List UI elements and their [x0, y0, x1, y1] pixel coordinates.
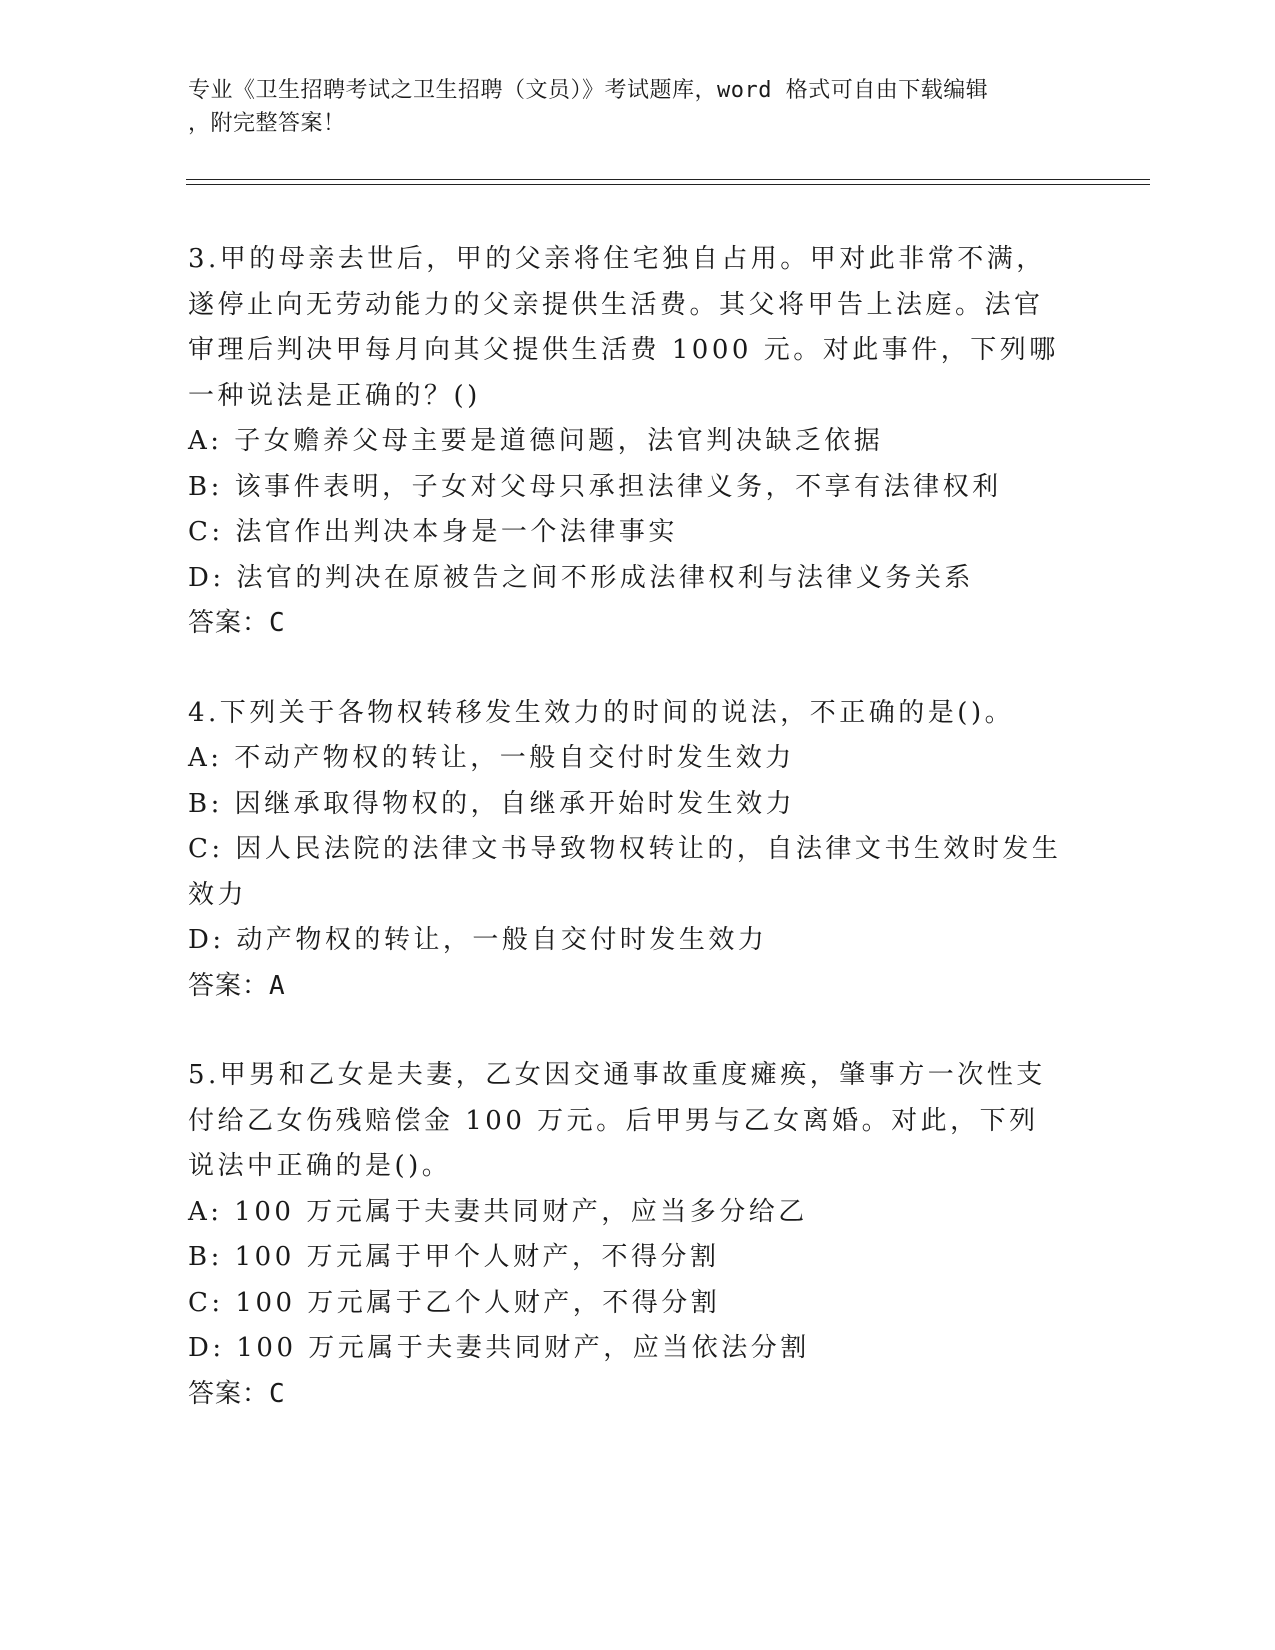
option-b: B: 因继承取得物权的，自继承开始时发生效力: [188, 788, 796, 819]
header-line-1: 专业《卫生招聘考试之卫生招聘（文员）》考试题库，word 格式可自由下载编辑: [188, 78, 989, 103]
option-b: B: 100 万元属于甲个人财产，不得分割: [188, 1242, 720, 1272]
answer-value: A: [269, 970, 286, 1001]
question-4: [188, 691, 1068, 1010]
answer-value: C: [269, 1378, 286, 1409]
answer-value: C: [269, 608, 286, 638]
answer-label: 答案：: [188, 608, 270, 638]
question-stem: 5.甲男和乙女是夫妻，乙女因交通事故重度瘫痪，肇事方一次性支付给乙女伤残赔偿金 100 万元。后甲男与乙女离婚。对此，下列说法中正确的是()。: [188, 1060, 1046, 1181]
answer-line: [188, 964, 1068, 1010]
question-stem: 4.下列关于各物权转移发生效力的时间的说法，不正确的是()。: [188, 697, 1015, 728]
option-c: C: 100 万元属于乙个人财产，不得分割: [188, 1287, 721, 1318]
option-a: A: 子女赡养父母主要是道德问题，法官判决缺乏依据: [188, 426, 884, 456]
option-c: C: 因人民法院的法律文书导致物权转让的，自法律文书生效时发生效力: [188, 834, 1062, 910]
header-line-2: ，附完整答案！: [188, 111, 346, 136]
answer-line: [188, 1372, 1068, 1418]
question-5: [188, 1053, 1068, 1417]
answer-label: 答案：: [188, 1378, 270, 1409]
option-d: D: 100 万元属于夫妻共同财产，应当依法分割: [188, 1333, 810, 1363]
option-b: B: 该事件表明，子女对父母只承担法律义务，不享有法律权利: [188, 471, 1002, 502]
question-3: [188, 237, 1068, 647]
option-c: C: 法官作出判决本身是一个法律事实: [188, 517, 678, 547]
option-d: D: 法官的判决在原被告之间不形成法律权利与法律义务关系: [188, 562, 974, 593]
answer-line: [188, 601, 1068, 647]
question-stem: 3.甲的母亲去世后，甲的父亲将住宅独自占用。甲对此非常不满，遂停止向无劳动能力的父亲提供生活费。其父将甲告上法庭。法官审理后判决甲每月向其父提供生活费 1000 元。对此事件，下列哪一种说法是正确的？(): [188, 244, 1059, 411]
question-list: [188, 237, 1068, 1461]
header-divider-top: [186, 179, 1150, 180]
answer-label: 答案：: [188, 970, 270, 1001]
option-a: A: 100 万元属于夫妻共同财产，应当多分给乙: [188, 1196, 808, 1227]
option-a: A: 不动产物权的转让，一般自交付时发生效力: [188, 743, 795, 773]
document-header: [188, 74, 1088, 140]
header-divider-bottom: [186, 184, 1150, 185]
option-d: D: 动产物权的转让，一般自交付时发生效力: [188, 925, 768, 955]
